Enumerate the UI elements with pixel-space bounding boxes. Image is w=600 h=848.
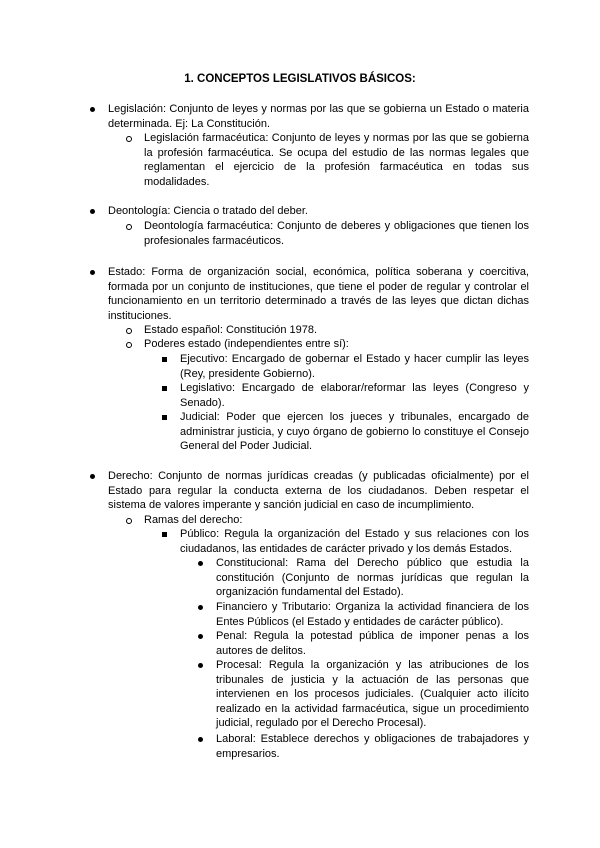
list-item-publico: Público: Regula la organización del Estado y sus relaciones con los ciudadanos, las entidades de carácter privado y los demás Estados. (180, 527, 529, 556)
list-item-procesal: Procesal: Regula la organización y las atribuciones de los tribunales de justicia y la actuación de las personas que intervienen en los procesos judiciales. (Cualquier acto ilícito realizado en la actividad farmacéutica, sigue un procedimiento judicial, regulado por el Derecho Procesal). (216, 658, 529, 731)
bullet-circle-icon (126, 328, 132, 334)
list-item-estado: Estado: Forma de organización social, económica, política soberana y coercitiva, formada por un conjunto de instituciones, que tiene el poder de regular y controlar el funcionamiento en un territorio determinado a través de las leyes que dictan dichas instituciones. (108, 265, 529, 323)
bullet-disc-icon (198, 663, 203, 668)
bullet-circle-icon (126, 518, 132, 524)
bullet-disc-icon (198, 634, 203, 639)
list-item-derecho: Derecho: Conjunto de normas jurídicas creadas (y publicadas oficialmente) por el Estado para regular la conducta externa de los ciudadanos. Deben respetar el sistema de valores imperante y sanción judicial en caso de incumplimiento. (108, 469, 529, 513)
bullet-square-icon (162, 532, 167, 537)
list-item-legislacion: Legislación: Conjunto de leyes y normas por las que se gobierna un Estado o materia determinada. Ej: La Constitución. (108, 102, 529, 131)
list-item-poderes-estado: Poderes estado (independientes entre sí): (144, 337, 529, 352)
bullet-disc-icon (90, 107, 95, 112)
bullet-square-icon (162, 357, 167, 362)
bullet-square-icon (162, 415, 167, 420)
list-item-ramas-derecho: Ramas del derecho: (144, 513, 529, 528)
bullet-disc-icon (198, 561, 203, 566)
list-item-judicial: Judicial: Poder que ejercen los jueces y tribunales, encargado de administrar justicia, y cuyo órgano de gobierno lo constituye el Consejo General del Poder Judicial. (180, 410, 529, 454)
list-item-financiero-tributario: Financiero y Tributario: Organiza la actividad financiera de los Entes Públicos (el Estado y entidades de carácter público). (216, 600, 529, 629)
list-item-legislativo: Legislativo: Encargado de elaborar/reformar las leyes (Congreso y Senado). (180, 381, 529, 410)
list-item-deontologia: Deontología: Ciencia o tratado del deber. (108, 204, 529, 219)
bullet-circle-icon (126, 342, 132, 348)
bullet-disc-icon (198, 737, 203, 742)
list-item-penal: Penal: Regula la potestad pública de imponer penas a los autores de delitos. (216, 629, 529, 658)
list-item-deontologia-farmaceutica: Deontología farmacéutica: Conjunto de deberes y obligaciones que tienen los profesionales farmacéuticos. (144, 219, 529, 248)
list-item-laboral: Laboral: Establece derechos y obligaciones de trabajadores y empresarios. (216, 732, 529, 761)
bullet-disc-icon (90, 209, 95, 214)
list-item-estado-espanol: Estado español: Constitución 1978. (144, 323, 529, 338)
bullet-disc-icon (198, 605, 203, 610)
bullet-disc-icon (90, 474, 95, 479)
list-item-legislacion-farmaceutica: Legislación farmacéutica: Conjunto de leyes y normas por las que se gobierna la profesión farmacéutica. Se ocupa del estudio de las normas legales que reglamentan el ejercicio de la profesión farmacéutica en todas sus modalidades. (144, 131, 529, 189)
list-item-constitucional: Constitucional: Rama del Derecho público que estudia la constitución (Conjunto de normas jurídicas que regulan la organización fundamental del Estado). (216, 556, 529, 600)
bullet-disc-icon (90, 270, 95, 275)
section-heading: 1. CONCEPTOS LEGISLATIVOS BÁSICOS: (184, 73, 416, 85)
bullet-circle-icon (126, 136, 132, 142)
list-item-ejecutivo: Ejecutivo: Encargado de gobernar el Estado y hacer cumplir las leyes (Rey, presidente Gobierno). (180, 352, 529, 381)
bullet-circle-icon (126, 224, 132, 230)
bullet-square-icon (162, 386, 167, 391)
